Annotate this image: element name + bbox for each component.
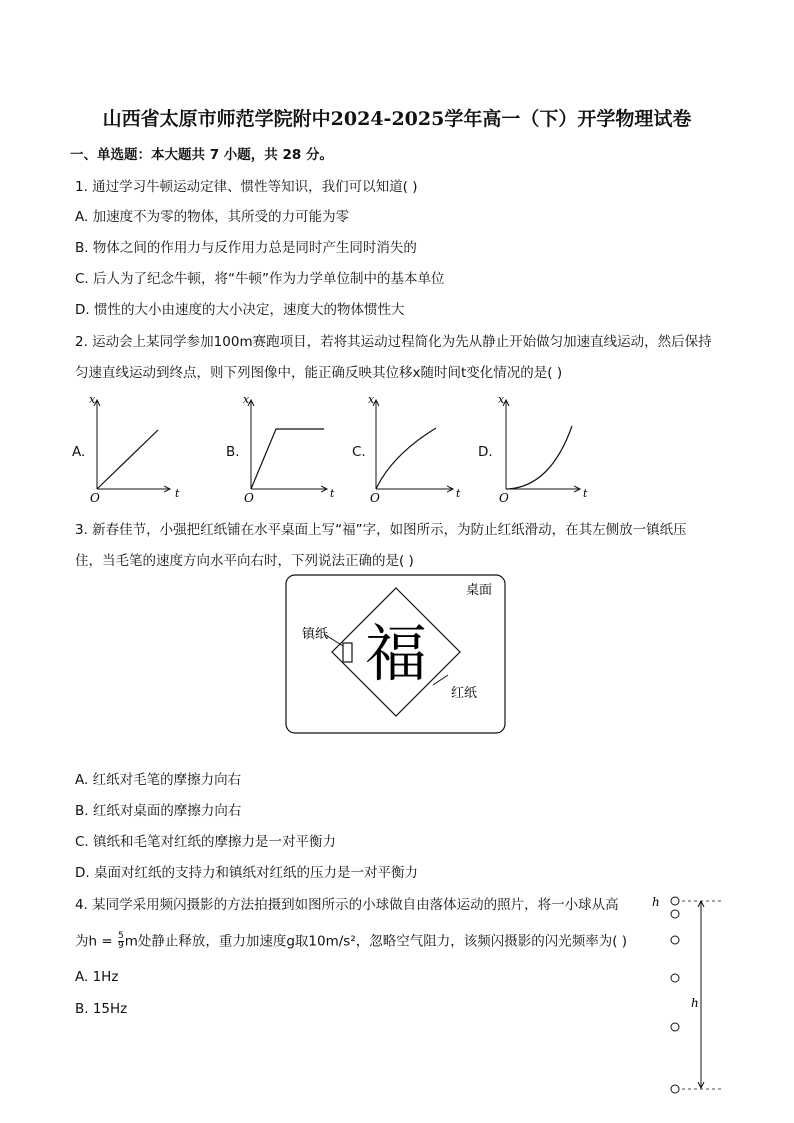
q1-option-c: C. 后人为了纪念牛顿，将“牛顿”作为力学单位制中的基本单位 <box>75 271 445 287</box>
ball-3 <box>671 936 679 944</box>
q4-strobe-figure <box>640 890 740 1100</box>
q4-frac-den: 9 <box>117 941 124 951</box>
ball-4 <box>671 974 679 982</box>
q2-graph-c-origin: O <box>370 491 380 505</box>
q3-figure <box>280 572 510 738</box>
q1-option-b: B. 物体之间的作用力与反作用力总是同时产生同时消失的 <box>75 240 417 256</box>
q4-option-b: B. 15Hz <box>75 1001 128 1017</box>
q4-fraction <box>118 932 124 951</box>
q2-graph-a-curve <box>97 430 158 489</box>
q3-option-b: B. 红纸对桌面的摩擦力向右 <box>75 803 242 819</box>
q2-graph-a <box>89 393 180 505</box>
q3-option-c: C. 镇纸和毛笔对红纸的摩擦力是一对平衡力 <box>75 834 337 850</box>
q2-graph-d-ylabel: x <box>498 393 505 406</box>
ball-6 <box>671 1085 679 1093</box>
q4-option-a: A. 1Hz <box>75 969 119 985</box>
q2-graph-d-origin: O <box>499 491 509 505</box>
q3-option-d: D. 桌面对红纸的支持力和镇纸对红纸的压力是一对平衡力 <box>75 865 418 881</box>
q2-graph-c <box>368 393 461 505</box>
q2-graph-a-xlabel: t <box>175 487 180 500</box>
q4-stem-line2 <box>75 932 627 951</box>
q1-option-a: A. 加速度不为零的物体，其所受的力可能为零 <box>75 209 350 225</box>
q2-graph-d-curve <box>506 426 572 489</box>
q4-stem-line1: 4. 某同学采用频闪摄影的方法拍摄到如图所示的小球做自由落体运动的照片，将一小球从高 <box>75 897 619 913</box>
q2-graph-b-xlabel: t <box>330 487 335 500</box>
ball-5 <box>671 1023 679 1031</box>
q1-stem: 1. 通过学习牛顿运动定律、惯性等知识，我们可以知道( ) <box>75 179 418 195</box>
q1-option-d: D. 惯性的大小由速度的大小决定，速度大的物体惯性大 <box>75 302 405 318</box>
q2-graph-d <box>498 393 588 505</box>
q2-graph-b-curve <box>251 429 324 489</box>
q2-graph-c-curve <box>376 428 436 489</box>
red-paper-label: 红纸 <box>451 686 478 701</box>
q2-graph-b-label: B. <box>226 444 240 460</box>
q2-graph-a-origin: O <box>90 491 100 505</box>
q4-stem-pre: 为h = <box>75 933 117 950</box>
q2-graph-a-label: A. <box>72 444 86 460</box>
q2-graph-d-xlabel: t <box>583 487 588 500</box>
paperweight-rect <box>343 643 352 662</box>
q2-stem-line1: 2. 运动会上某同学参加100m赛跑项目，若将其运动过程简化为先从静止开始做匀加速直线运动，然后保持 <box>75 334 712 350</box>
q2-graphs <box>0 0 794 520</box>
q2-graph-a-ylabel: x <box>89 393 96 406</box>
q2-graph-c-label: C. <box>352 444 366 460</box>
q2-stem-line2: 匀速直线运动到终点，则下列图像中，能正确反映其位移x随时间t变化情况的是( ) <box>75 365 563 381</box>
q2-graph-b-origin: O <box>244 491 254 505</box>
q4-stem-post: m处静止释放，重力加速度g取10m/s²，忽略空气阻力，该频闪摄影的闪光频率为( ) <box>124 933 628 950</box>
page-title: 山西省太原市师范学院附中2024-2025学年高一（下）开学物理试卷 <box>102 108 692 130</box>
q4-h-mid-label: h <box>691 996 699 1010</box>
q2-graph-b <box>243 393 335 505</box>
q3-stem-line1: 3. 新春佳节，小强把红纸铺在水平桌面上写“福”字，如图所示，为防止红纸滑动，在其左侧放一镇纸压 <box>75 522 687 538</box>
q4-h-top-label: h <box>652 895 660 909</box>
q2-graph-c-xlabel: t <box>456 487 461 500</box>
section-heading: 一、单选题：本大题共 7 小题，共 28 分。 <box>70 147 333 163</box>
desk-label: 桌面 <box>466 583 493 598</box>
paperweight-label: 镇纸 <box>302 627 329 642</box>
fu-character: 福 <box>364 617 428 690</box>
ball-1 <box>671 897 679 905</box>
q2-graph-d-label: D. <box>478 444 493 460</box>
q2-graph-b-ylabel: x <box>243 393 250 406</box>
q4-frac-num: 5 <box>117 931 124 941</box>
q3-option-a: A. 红纸对毛笔的摩擦力向右 <box>75 772 242 788</box>
q3-stem-line2: 住，当毛笔的速度方向水平向右时，下列说法正确的是( ) <box>75 553 414 569</box>
ball-2 <box>671 910 679 918</box>
q2-graph-c-ylabel: x <box>368 393 375 406</box>
